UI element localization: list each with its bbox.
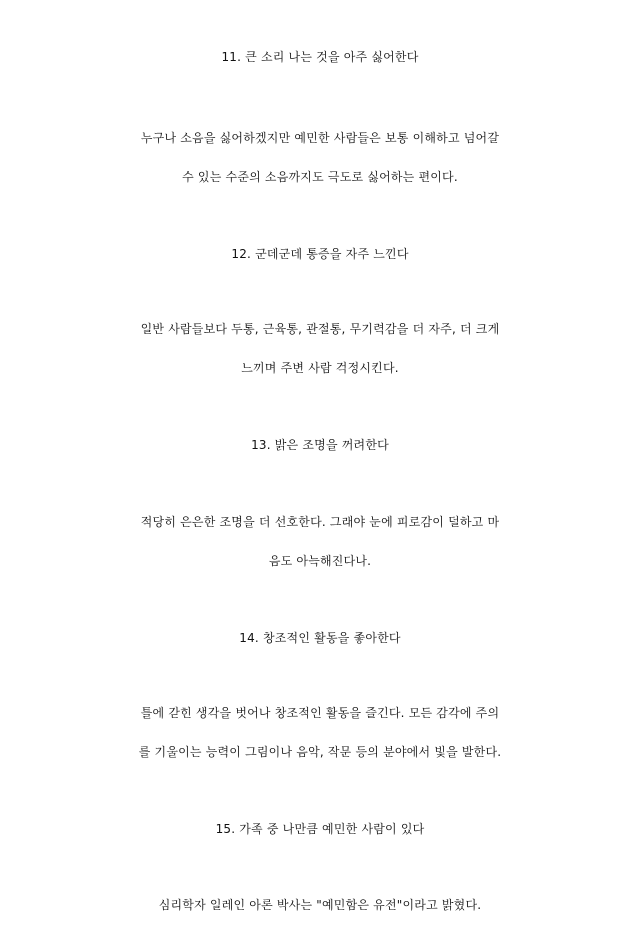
item-13-body-line-1: 적당히 은은한 조명을 더 선호한다. 그래야 눈에 피로감이 덜하고 마 [140, 515, 500, 529]
item-11-body-line-1: 누구나 소음을 싫어하겠지만 예민한 사람들은 보통 이해하고 넘어갈 [140, 131, 500, 145]
item-14-heading: 14. 창조적인 활동을 좋아한다 [239, 631, 401, 645]
item-15-body-line-1: 심리학자 일레인 아론 박사는 "예민함은 유전"이라고 밝혔다. [158, 898, 482, 912]
item-11-heading: 11. 큰 소리 나는 것을 아주 싫어한다 [221, 50, 419, 64]
item-11-body-line-2: 수 있는 수준의 소음까지도 극도로 싫어하는 편이다. [182, 170, 458, 184]
item-13-body-line-2: 음도 아늑해진다나. [268, 554, 372, 568]
item-15-heading: 15. 가족 중 나만큼 예민한 사람이 있다 [215, 822, 425, 836]
item-14-body-line-1: 틀에 갇힌 생각을 벗어나 창조적인 활동을 즐긴다. 모든 감각에 주의 [140, 706, 500, 720]
item-12-heading: 12. 군데군데 통증을 자주 느낀다 [231, 247, 409, 261]
item-13-heading: 13. 밝은 조명을 꺼려한다 [251, 438, 389, 452]
item-12-body-line-1: 일반 사람들보다 두통, 근육통, 관절통, 무기력감을 더 자주, 더 크게 [140, 322, 500, 336]
item-14-body-line-2: 를 기울이는 능력이 그림이나 음악, 작문 등의 분야에서 빛을 발한다. [138, 745, 502, 759]
item-12-body-line-2: 느끼며 주변 사람 걱정시킨다. [241, 361, 399, 375]
